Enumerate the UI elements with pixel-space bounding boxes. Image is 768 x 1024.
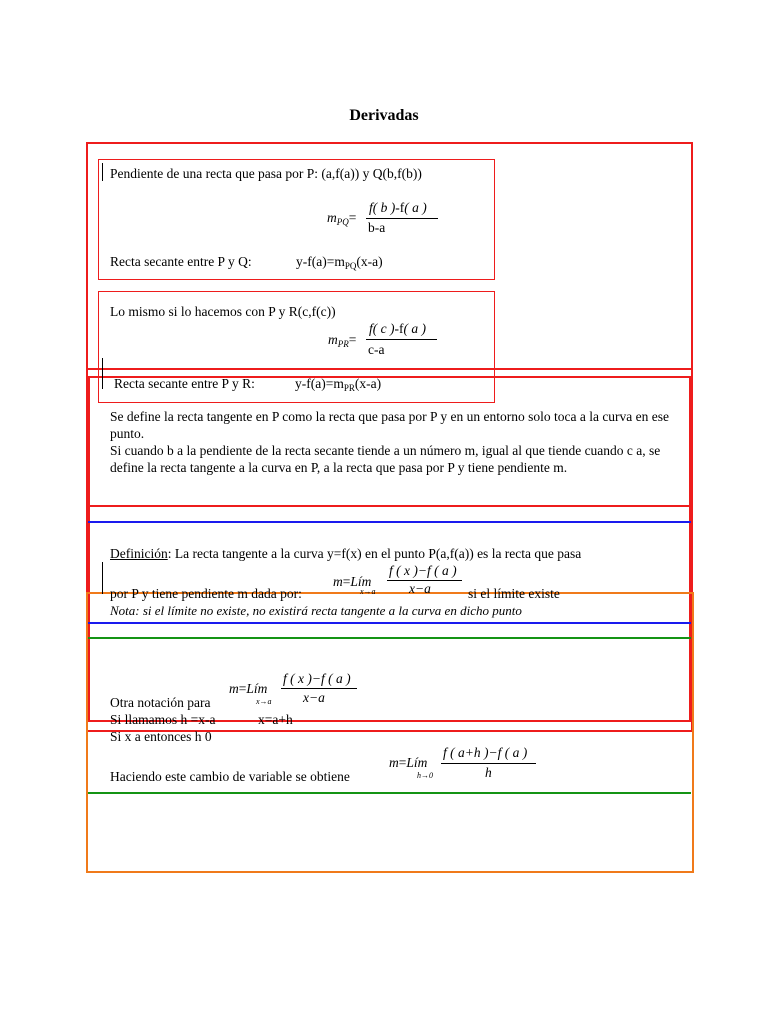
- m-symbol: m: [328, 332, 338, 347]
- sec5-lim2-sub: h→0: [417, 771, 433, 780]
- blue-line-bottom: [88, 622, 691, 624]
- m-symbol: m: [229, 681, 239, 696]
- equals: =: [348, 210, 357, 225]
- sec4-definition: [110, 545, 581, 562]
- m-symbol: m: [389, 755, 399, 770]
- sec4-numerator: f ( x )−f ( a ): [389, 563, 457, 578]
- sec5-numerator: f ( x )−f ( a ): [283, 671, 351, 686]
- text-cursor: [102, 562, 103, 594]
- secante-eq-end: (x-a): [354, 376, 382, 391]
- sec5-haciendo: Haciendo este cambio de variable se obtiene: [110, 769, 350, 784]
- secante-eq-end: (x-a): [356, 254, 383, 269]
- num-f: f: [369, 200, 373, 215]
- secante-eq-main: y-f(a)=m: [295, 376, 344, 391]
- num-f: f: [369, 321, 373, 336]
- sec4-def-cond: si el límite existe: [468, 586, 560, 601]
- num-a: ( a ): [403, 321, 426, 336]
- text-cursor: [102, 358, 103, 389]
- definition-text: : La recta tangente a la curva y=f(x) en el punto P(a,f(a)) es la recta que pasa: [167, 546, 582, 561]
- m-sub: PR: [337, 339, 349, 349]
- sec4-def-line2: por P y tiene pendiente m dada por:: [110, 586, 302, 601]
- sec5-lim-sub: x→a: [256, 697, 272, 706]
- equals: =: [238, 681, 247, 696]
- sec5-formula: [229, 680, 267, 697]
- green-line-bottom: [88, 792, 691, 794]
- sec1-numerator: [369, 199, 427, 216]
- blue-line-top: [88, 521, 691, 523]
- m-sub: PQ: [336, 217, 349, 227]
- sec5-xah: x=a+h: [258, 712, 293, 727]
- sec1-line1: Pendiente de una recta que pasa por P: (a,f(a)) y Q(b,f(b)): [110, 166, 422, 181]
- equals: =: [348, 332, 357, 347]
- sec5-llamamos: Si llamamos h =x-a: [110, 712, 216, 727]
- sec2-numerator: [369, 320, 426, 337]
- sec1-secante-label: Recta secante entre P y Q:: [110, 254, 252, 269]
- sec2-denominator: c-a: [368, 342, 385, 357]
- sec2-fraction-bar: [366, 339, 437, 340]
- lim: Lím: [350, 574, 372, 589]
- sec5-denominator: x−a: [303, 690, 325, 705]
- sec5-denominator2: h: [485, 765, 492, 780]
- num-c: ( c ): [372, 321, 395, 336]
- num-mid: -f: [394, 321, 404, 336]
- m-symbol: m: [333, 574, 343, 589]
- sec5-otra: Otra notación para: [110, 695, 211, 710]
- sec5-numerator2: f ( a+h )−f ( a ): [443, 745, 528, 760]
- page-title: Derivadas: [349, 107, 419, 124]
- sec4-denominator: x−a: [409, 581, 431, 596]
- sec2-secante-label: Recta secante entre P y R:: [114, 376, 255, 391]
- secante-eq-main: y-f(a)=m: [296, 254, 345, 269]
- sec1-denominator: b-a: [368, 220, 386, 235]
- sec2-formula: [328, 331, 356, 353]
- equals: =: [342, 574, 351, 589]
- lim: Lím: [246, 681, 268, 696]
- green-line-top: [88, 637, 691, 639]
- num-mid: -f: [395, 200, 405, 215]
- sec1-secante-eq: [296, 253, 383, 275]
- sec5-six: Si x a entonces h 0: [110, 729, 212, 744]
- sec1-formula: [327, 209, 356, 231]
- secante-eq-sub: PR: [343, 383, 355, 393]
- lim: Lím: [406, 755, 428, 770]
- sec3-paragraph1: Se define la recta tangente en P como la recta que pasa por P y en un entorno solo toca a la curva en ese punto.: [110, 409, 670, 441]
- sec4-nota: Nota: si el límite no existe, no existirá recta tangente a la curva en dicho punto: [110, 603, 522, 618]
- equals: =: [398, 755, 407, 770]
- sec4-lim-sub: x→a: [360, 587, 376, 596]
- text-cursor: [102, 163, 103, 181]
- sec5-formula2: [389, 754, 427, 771]
- num-a: ( a ): [404, 200, 427, 215]
- m-symbol: m: [327, 210, 337, 225]
- sec2-secante-eq: [295, 375, 381, 397]
- sec2-line1: Lo mismo si lo hacemos con P y R(c,f(c)): [110, 304, 336, 319]
- definition-label: Definición: [110, 546, 168, 561]
- sec3-paragraph2: Si cuando b a la pendiente de la recta secante tiende a un número m, igual al que tiende cuando c a, se define la recta tangente a la curva en P, a la recta que pasa por P y tiene pendiente m.: [110, 443, 661, 475]
- num-b: ( b ): [372, 200, 396, 215]
- secante-eq-sub: PQ: [344, 261, 357, 271]
